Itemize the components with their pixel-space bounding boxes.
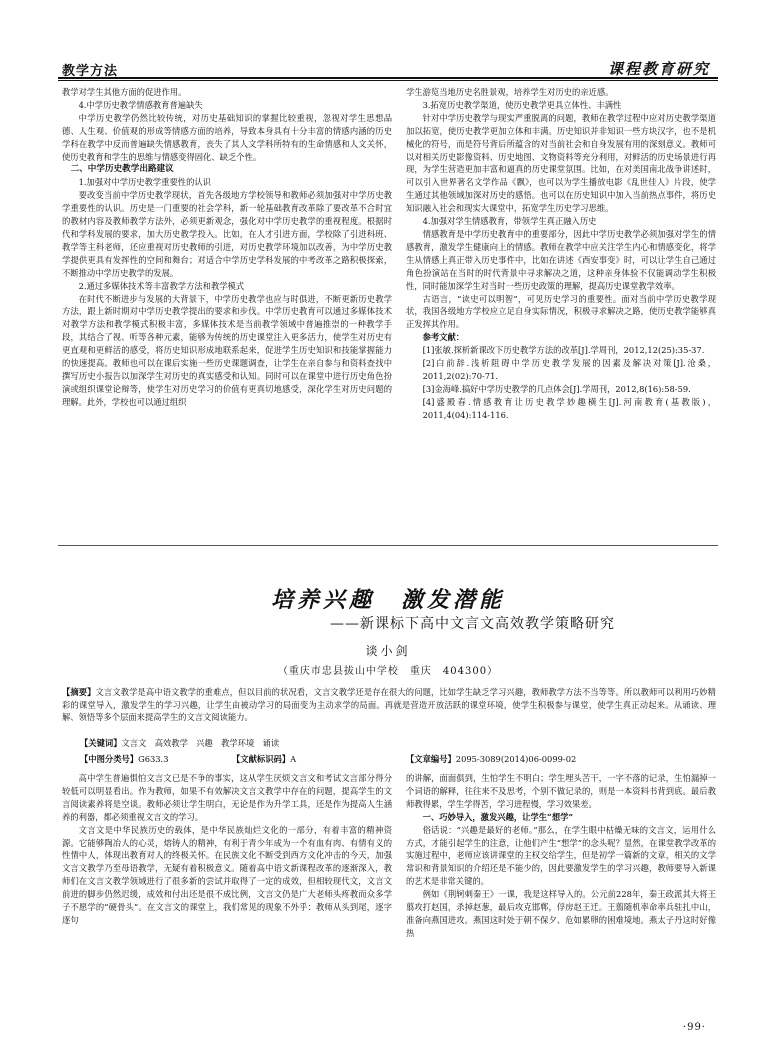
body-column-right xyxy=(406,772,716,1022)
paragraph: 文言文是中华民族历史的载体，是中华民族灿烂文化的一部分，有着丰富的精神资源。它能够陶冶人的心灵，熔铸人的精神，有利于青少年成为一个有血有肉、有情有义的性情中人，体现出教育对人的终极关怀。在民族文化不断受到西方文化冲击的今天，加强文言文教学乃至母语教学，无疑有着积极意义。随着高中语文新课程改革的逐渐深入，教师们在文言文教学领域进行了很多新的尝试并取得了一定的成效，但相较现代文，文言文前进的脚步仍然迟缓，成效和付出还是很不成比例，文言文仍是广大老师头疼教而众多学子不愿学的“硬骨头”。在文言文的课堂上，我们常见的现象不外乎：教师从头到尾，逐字逐句 xyxy=(62,824,392,925)
page-number: ·99· xyxy=(682,1022,706,1033)
paragraph: 情感教育是中学历史教育中的重要部分，因此中学历史教学必须加强对学生的情感教育，激发学生健康向上的情感。教师在教学中应关注学生内心和情感变化，将学生从情感上真正带入历史事件中，比如在讲述《西安事变》时，可以让学生自己通过角色扮演站在当时的时代背景中寻求解决之道，这种亲身体验不仅能调动学生积极性，同时能加深学生对当时一些历史政策的理解，提高历史课堂教学效率。 xyxy=(406,228,716,291)
section-heading: 2.通过多媒体技术等丰富教学方法和教学模式 xyxy=(78,280,245,291)
section-heading: 一、巧妙导入，激发兴趣，让学生“想学” xyxy=(422,811,574,822)
paragraph: 针对中学历史教学与现实严重脱离的问题，教师在教学过程中应对历史教学渠道加以拓宽，使历史教学更加立体和丰满。历史知识并非知识一些方块汉字，也不是机械化的符号，而是符号背后所蕴含的对当前社会和自身发展有用的深刻意义。教师可以对相关历史影像资料、历史地图、文物资料等充分利用，对鲜活的历史场景进行再现，为学生营造更加丰富和逼真的历史课堂氛围。比如，在对美国南北战争讲述时，可以引入世界著名文学作品《飘》，也可以为学生播放电影《乱世佳人》片段，使学生通过其他领域加深对历史的感悟。也可以在历史知识中加入当前热点事件，将历史知识融入社会和现实大课堂中，拓宽学生历史学习思维。 xyxy=(406,112,716,214)
reference-item: [1]张敏.探析新课改下历史教学方法的改革[J].学周刊，2012,12(25):35-37. xyxy=(422,345,705,356)
section-heading: 1.加强对中学历史教学重要性的认识 xyxy=(78,177,211,188)
paragraph: 的讲解，面面俱到，生怕学生不明白；学生埋头苦干，一字不落的记录，生怕漏掉一个词语的解释，往往来不及思考，个别不做记录的，则是一本资料书背到底。最后教师教得累，学生学得苦，学习进程慢，学习效果差。 xyxy=(406,773,716,809)
doc-code-label: 【文献标识码】 xyxy=(232,754,291,764)
article-no-label: 【文章编号】 xyxy=(406,754,456,764)
keywords-label: 【关键词】 xyxy=(80,738,122,748)
section-heading: 二、中学历史教学出路建议 xyxy=(70,164,174,175)
article-title: 培养兴趣 激发潜能 xyxy=(270,588,505,613)
clc-value: G633.3 xyxy=(138,754,169,764)
section-heading: 4.加强对学生情感教育，带领学生真正融入历史 xyxy=(422,216,597,227)
article-author: 谈小剑 xyxy=(365,644,411,658)
reference-item: [4]盛殿春.情感教育让历史教学妙趣横生[J].河南教育(基教版)，2011,4(04):114-116. xyxy=(422,396,716,420)
author-affiliation: （重庆市忠县拔山中学校 重庆 404300） xyxy=(277,666,499,677)
keywords xyxy=(80,737,279,749)
header-rule xyxy=(58,77,718,79)
article-subtitle: ——新课标下高中文言文高效教学策略研究 xyxy=(330,616,615,632)
paragraph: 在时代不断进步与发展的大背景下，中学历史教学也应与时俱进，不断更新历史教学方法，跟上新时期对中学历史教学提出的要求和步伐。中学历史教育可以通过多媒体技术对教学方法和教学模式积极丰富，多媒体技术是当前教学领域中普遍推崇的一种教学手段，其结合了视、听等各种元素，能够为传统的历史课堂注入更多活力，使学生对历史有更直观和更鲜活的感受，将历史知识形成地联系起来，促进学生历史知识和技能掌握能力的快速提高。教师也可以在课后实施一些历史课题调查，让学生在亲自参与和资料查找中撰写历史小报告以加深学生对历史的真实感受和认知。同时可以在课堂中进行历史角色扮演或组织课堂论辩等，使学生对历史学习的价值有更真切地感受，深化学生对历史问题的理解。此外，学校也可以通过组织 xyxy=(62,293,392,407)
running-header-journal: 课程教育研究 xyxy=(607,60,710,78)
paragraph: 高中学生普遍惧怕文言文已是不争的事实，这从学生厌烦文言文和考试文言部分得分较低可以明显看出。作为教师，如果不有效解决文言文教学中存在的问题，提高学生的文言阅读素养将是空谈。教师必须让学生明白，无论是作为升学工具，还是作为提高人生涵养的利器，都必须重视文言文的学习。 xyxy=(62,773,392,822)
clc-label: 【中图分类号】 xyxy=(80,754,139,764)
section-heading: 参考文献： xyxy=(422,332,465,343)
document-code xyxy=(232,753,296,765)
article-number xyxy=(406,753,576,765)
clc-number xyxy=(80,753,168,765)
article-separator xyxy=(58,545,718,546)
doc-code-value: A xyxy=(290,754,297,764)
header-rule-thin xyxy=(58,80,718,81)
running-header-section: 教学方法 xyxy=(62,64,119,79)
article-no-value: 2095-3089(2014)06-0099-02 xyxy=(455,754,577,764)
paragraph: 中学历史教学仍然比较传统，对历史基础知识的掌握比较重视，忽视对学生思想品德、人生观、价值观的形成等情感方面的培养，导致本身具有十分丰富的情感内涵的历史学科在教学中反而普遍缺失情感教育，丧失了其人文学科所特有的生命情感和人文关怀，使历史教育和学生的思维与情感变得固化、缺乏个性。 xyxy=(62,112,392,162)
body-column-left xyxy=(62,772,392,1022)
reference-item: [3]金海峰.搞好中学历史教学的几点体会[J].学周刊，2012,8(16):58-59. xyxy=(422,383,691,394)
keywords-text: 文言文 高效教学 兴趣 教学环境 诵读 xyxy=(121,738,280,748)
paragraph: 古语言，“读史可以明智”，可见历史学习的重要性。面对当前中学历史教学现状，我国各级地方学校应立足自身实际情况，积极寻求解决之路，使历史教学能够真正发挥其作用。 xyxy=(406,293,716,330)
paragraph: 教学对学生其他方面的促进作用。 xyxy=(62,87,187,97)
paragraph: 学生游览当地历史名胜景观，培养学生对历史的亲近感。 xyxy=(406,87,614,97)
reference-item: [2]白前辞.浅析阻碍中学历史教学发展的因素及解决对策[J].沧桑，2011,2(02):70-71. xyxy=(422,358,716,381)
prev-article-column-left xyxy=(62,86,392,536)
prev-article-column-right xyxy=(406,86,716,536)
section-heading: 4.中学历史教学情感教育普遍缺失 xyxy=(78,99,203,110)
abstract-text: 文言文教学是高中语文教学的重难点，但以目前的状况看，文言文教学还是存在很大的问题，比如学生缺乏学习兴趣，教师教学方法不当等等。所以教师可以利用巧妙精彩的课堂导入，激发学生的学习兴趣，让学生由被动学习的局面变为主动求学的局面。再就是营造开放活跃的课堂环境，使学生积极参与课堂，使学生真正动起来。从诵读、理解、领悟等多个层面来提高学生的文言文阅读能力。 xyxy=(62,687,716,722)
paragraph: 例如《荆轲刺秦王》一课，我是这样导入的。公元前228年，秦王政派其大将王翦攻打赵国，杀掉赵葱，最后攻克邯郸，俘房赵王迁。王翦随机率命率兵驻扎中山，准备向燕国进攻。燕国这时处于朝不保夕、危如累卵的困难境地。燕太子丹这时好像热 xyxy=(406,889,716,938)
abstract-label: 【摘要】 xyxy=(62,687,96,697)
paragraph: 要改变当前中学历史教学现状，首先各级地方学校领导和教师必须加强对中学历史教学重要性的认识。历史是一门重要的社会学科，新一轮基础教育改革除了要改革不合时宜的教材内容及教师教学方法外，必须更新观念，强化对中学历史教学的重视程度。根据时代和学科发展的要求，加大历史教学投入。比如，在人才引进方面，学校除了引进科班、教学等主科老师，还应重视对历史教师的引进，对历史教学环境加以改善，为中学历史教学提供更具有发挥性的空间和舞台；对适合中学历史学科发展的中考改革之路积极探索，不断推动中学历史教学的发展。 xyxy=(62,190,392,278)
paragraph: 俗话说：“兴趣是最好的老师。”那么，在学生眼中枯燥无味的文言文，运用什么方式，才能引起学生的注意，让他们产生“想学”的念头呢？显然，在课堂教学改革的实施过程中，老师应该讲课堂的主权交给学生，但是初学一篇新的文章，相关的文学常识和背景知识的介绍还是不能少的，因此要激发学生的学习兴趣，教师要导入新课的艺术是非常关键的。 xyxy=(406,824,716,887)
abstract xyxy=(62,686,716,724)
section-heading: 3.拓宽历史教学渠道，使历史教学更具立体性、丰满性 xyxy=(422,99,622,110)
